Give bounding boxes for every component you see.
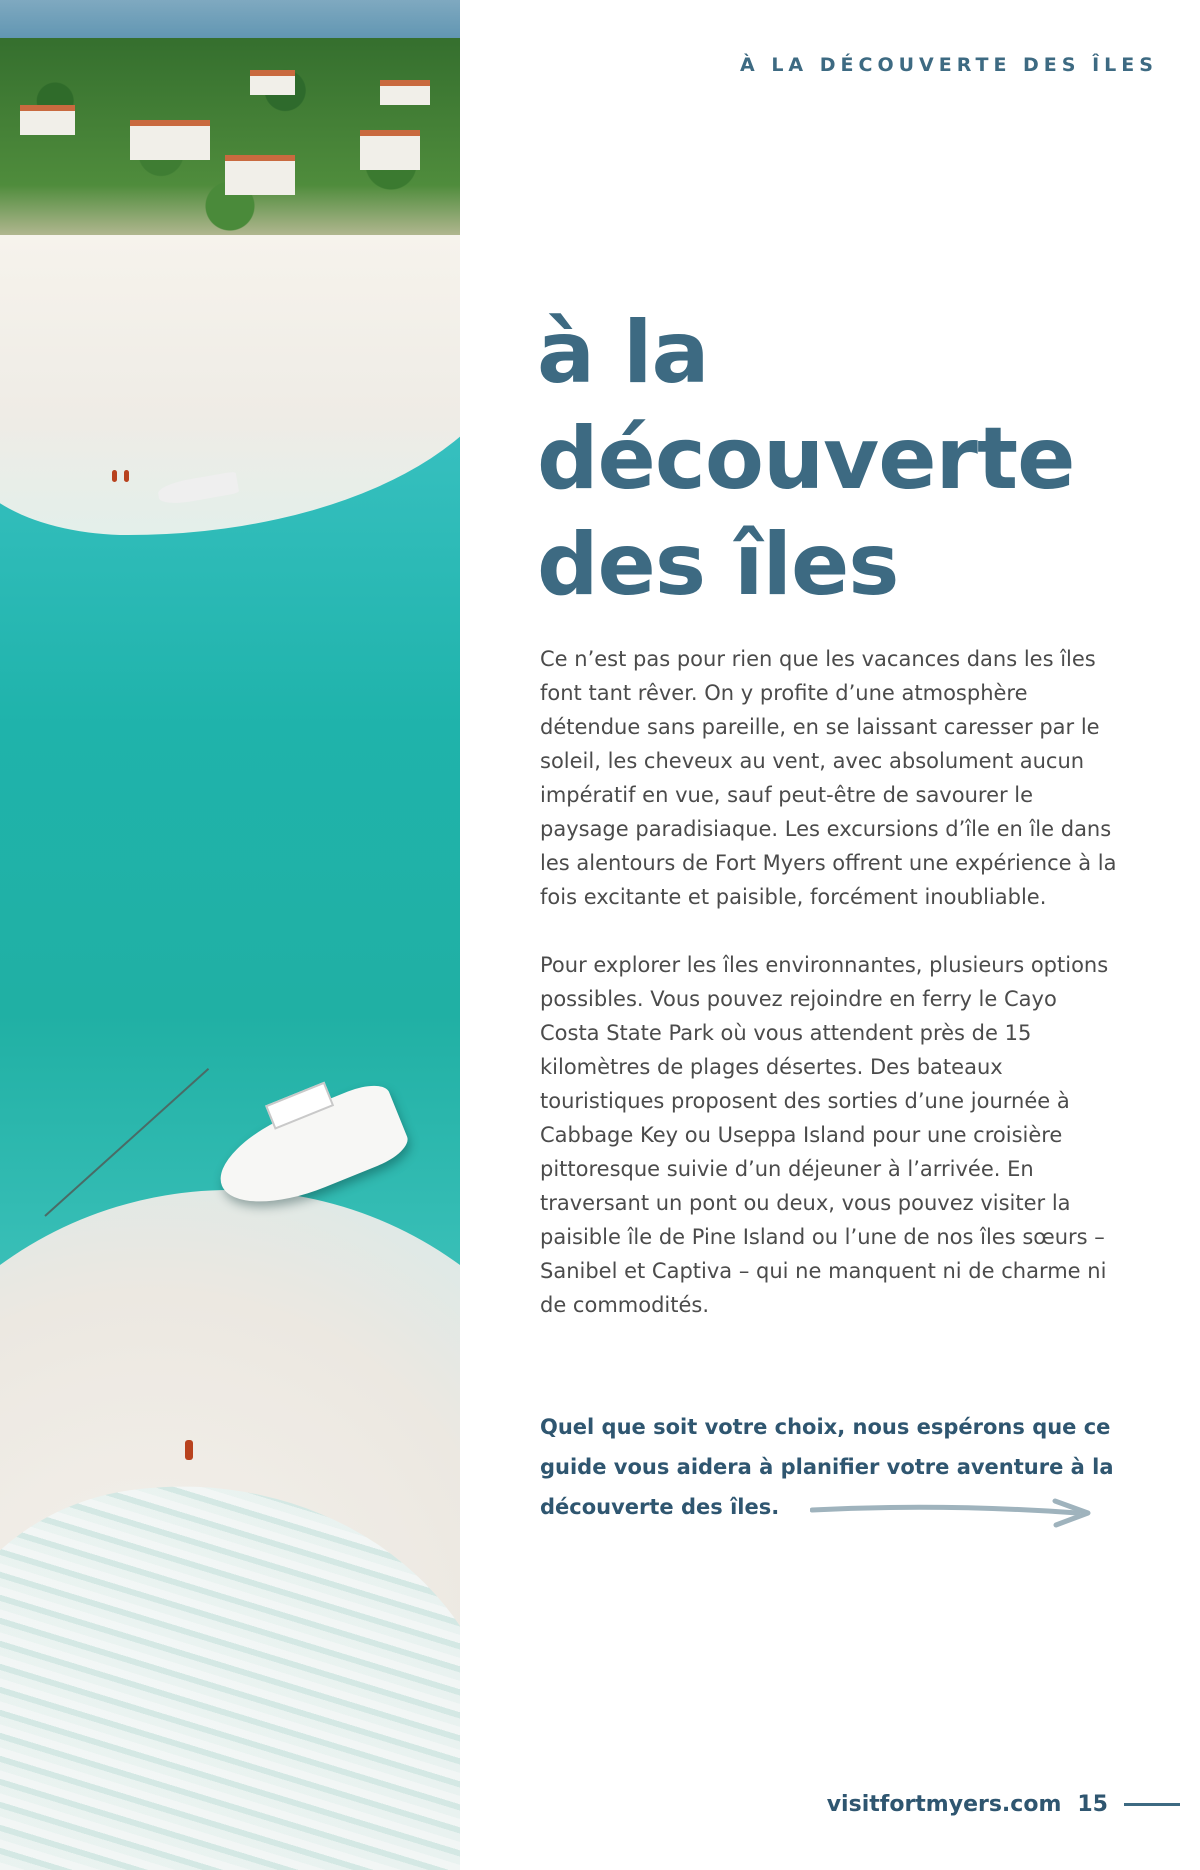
page-number: 15	[1077, 1791, 1108, 1817]
photo-house	[130, 120, 210, 160]
photo-house	[250, 70, 295, 95]
photo-house	[225, 155, 295, 195]
arrow-right-icon	[810, 1496, 1095, 1528]
photo-person	[112, 470, 117, 482]
photo-house	[360, 130, 420, 170]
photo-person	[185, 1440, 193, 1460]
title-line: des îles	[537, 515, 899, 615]
page-footer	[827, 1786, 1180, 1822]
section-eyebrow: À LA DÉCOUVERTE DES ÎLES	[740, 54, 1158, 76]
footer-rule	[1124, 1803, 1180, 1806]
title-line: découverte	[537, 409, 1075, 509]
closing-statement: Quel que soit votre choix, nous espérons que ce guide vous aidera à planifier votre aventure à la découverte des îles.	[540, 1415, 1114, 1519]
options-paragraph: Pour explorer les îles environnantes, plusieurs options possibles. Vous pouvez rejoindre en ferry le Cayo Costa State Park où vous attendent près de 15 kilomètres de plages désertes. Des bateaux touristiques proposent des sorties d’une journée à Cabbage Key ou Useppa Island pour une croisière pittoresque suivie d’un déjeuner à l’arrivée. En traversant un pont ou deux, vous pouvez visiter la paisible île de Pine Island ou l’une de nos îles sœurs – Sanibel et Captiva – qui ne manquent ni de charme ni de commodités.	[540, 953, 1109, 1317]
title-line: à la	[537, 303, 709, 403]
page-title	[537, 300, 1157, 618]
website-url: visitfortmyers.com	[826, 1791, 1062, 1817]
photo-house	[380, 80, 430, 105]
photo-house	[20, 105, 75, 135]
aerial-island-photo	[0, 0, 460, 1870]
intro-paragraph: Ce n’est pas pour rien que les vacances dans les îles font tant rêver. On y profite d’une atmosphère détendue sans pareille, en se laissant caresser par le soleil, les cheveux au vent, avec absolument aucun impératif en vue, sauf peut-être de savourer le paysage paradisiaque. Les excursions d’île en île dans les alentours de Fort Myers offrent une expérience à la fois excitante et paisible, forcément inoubliable.	[540, 647, 1117, 909]
photo-person	[124, 470, 129, 482]
